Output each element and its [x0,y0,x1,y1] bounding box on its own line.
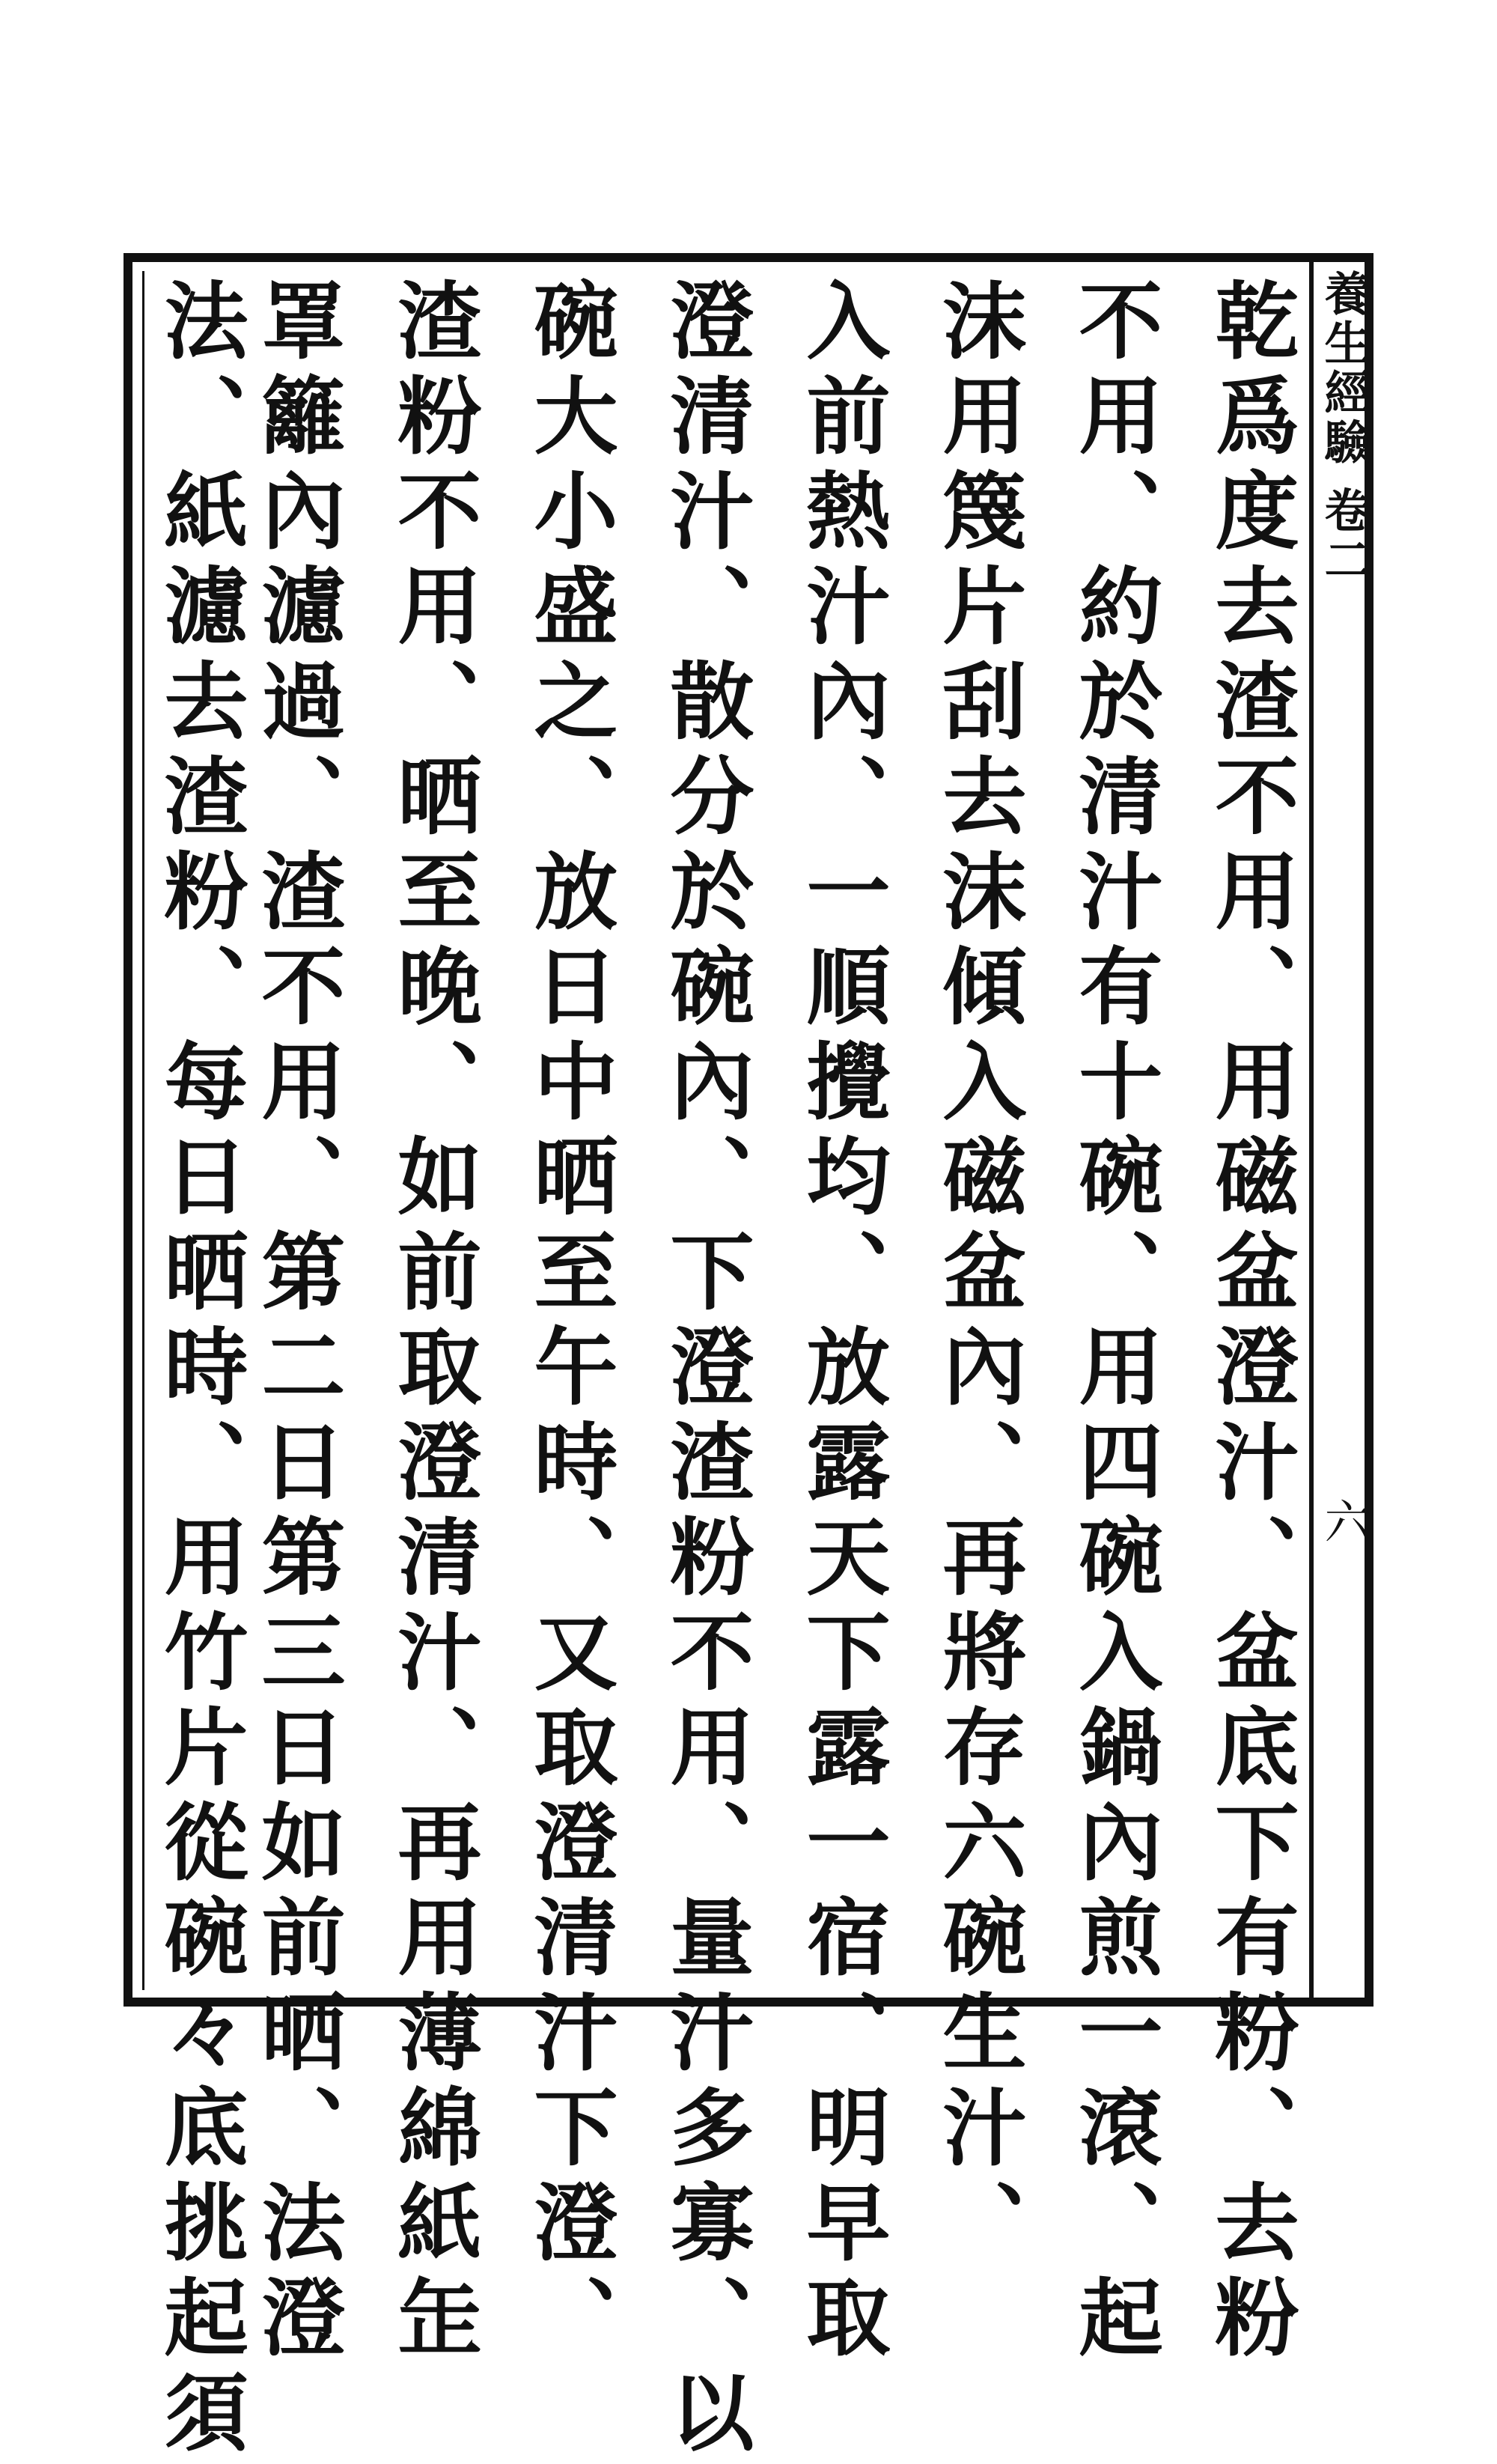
text-column-1: 乾爲度去渣不用、用磁盆澄汁、盆底下有粉、去粉 [1201,277,1299,2369]
text-column-4: 入前熱汁內、一順攪均、放露天下露一宿、明早取 [793,277,891,2369]
text-column-9: 法、紙濾去渣粉、每日晒時、用竹片從碗々底挑起須 [150,277,249,2464]
text-column-6: 碗大小盛之、放日中晒至午時、又取澄清汁下澄、 [520,277,618,2369]
leaf-number: 六 [1317,1497,1371,1544]
text-column-8: 罩籬內濾過、渣不用、第二日第三日如前晒、法澄 [248,277,346,2369]
text-column-2: 不用、約於清汁有十碗、用四碗入鍋內煎一滾、起 [1065,277,1163,2369]
text-column-7: 渣粉不用、晒至晚、如前取澄清汁、再用薄綿紙𦈢 [384,277,482,2369]
text-column-3: 沫用篾片刮去沫傾入磁盆內、再將存六碗生汁、 [929,277,1027,2274]
fold-column-title: 養生經驗 卷二 [1317,270,1371,585]
text-column-5: 澄清汁、散分於碗內、下澄渣粉不用、量汁多寡、以 [656,277,754,2464]
